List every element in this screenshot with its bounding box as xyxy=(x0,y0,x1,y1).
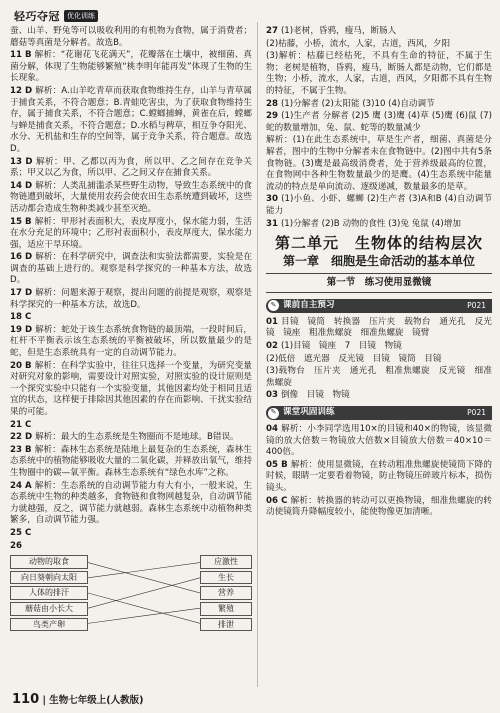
answer-item xyxy=(266,111,492,134)
answer-number: 20 B xyxy=(10,360,35,371)
answer-number: 25 C xyxy=(10,527,32,538)
answer-item xyxy=(10,361,252,419)
answer-text: (1)小鱼、小虾、螺蛳 (2)生产者 (3)A和B (4)自动调节能力 xyxy=(266,194,492,216)
answer-number: 05 B xyxy=(266,459,291,470)
answer-text: 倒像 目镜 物镜 xyxy=(280,390,350,401)
match-left-item: 向日葵朝向太阳 xyxy=(10,571,88,585)
section-bar-drill xyxy=(266,406,492,420)
match-right-item: 应激性 xyxy=(200,555,252,569)
answer-item xyxy=(266,460,492,495)
answer-number: 31 xyxy=(266,218,281,229)
pencil-icon: ✎ xyxy=(268,300,279,311)
left-column xyxy=(10,26,252,634)
answer-item xyxy=(266,366,492,389)
answer-number: 03 xyxy=(266,390,281,401)
answer-number: 18 C xyxy=(10,312,32,323)
answer-text: 解析：转换器的转动可以更换物镜，细准焦螺旋的转动使镜筒升降幅度较小，能使物像更加清晰。 xyxy=(266,495,492,518)
answer-text: 解析：(1)在此生态系统中，草是生产者，细菌、真菌是分解者，图中的生物中分解者未在食物链中。(2)图中共有5条食物链。(3)鹰是最高级消费者，处于营养级最高的位置，在食物网中各种生物数量最少的是鹰。(4)生态系统中能量流动的特点是单向流动、逐级递减，数量最多的是草。 xyxy=(266,135,492,192)
answer-text: (2)低倍 遮光器 反光镜 目镜 镜筒 目镜 xyxy=(266,353,442,364)
answer-item xyxy=(10,312,252,324)
answer-number: 16 D xyxy=(10,252,36,263)
answer-item xyxy=(10,86,252,156)
match-right-item: 营养 xyxy=(200,586,252,600)
match-lines xyxy=(88,555,200,631)
answer-number: 15 B xyxy=(10,216,35,227)
answer-item xyxy=(266,354,492,366)
answer-text: (3)载物台 压片夹 通光孔 粗准焦螺旋 反光镜 细准焦螺旋 xyxy=(266,366,492,388)
answer-text: 解析：森林生态系统是陆地上最复杂的生态系统，森林生态系统中的植物能够吸收大量的二氧化碳，并释放出氧气，维持生物圈中的碳—氧平衡。森林生态系统有“绿色水库”之称。 xyxy=(10,444,252,478)
answer-item xyxy=(266,341,492,353)
answer-number: 27 xyxy=(266,26,281,36)
answer-number: 02 xyxy=(266,341,281,352)
answer-text: 解析：“花谢花飞花满天”，花瓣落在土壤中，被细菌、真菌分解，体现了生物能够繁殖“桃李明年能再发”体现了生物的生长现象。 xyxy=(10,50,252,84)
answer-item xyxy=(266,424,492,459)
answer-item xyxy=(266,496,492,519)
answer-number: 13 D xyxy=(10,156,36,167)
answer-number: 17 D xyxy=(10,288,36,299)
answer-list-right xyxy=(266,26,492,230)
bar-label: 课堂巩固训练 xyxy=(283,407,335,418)
right-column xyxy=(266,26,492,520)
answer-number: 22 D xyxy=(10,432,36,443)
section-bar-preview xyxy=(266,299,492,313)
answer-text: 解析：小李同学选用10×的目镜和40×的物镜，该显微镜的放大倍数＝物镜放大倍数×目镜放大倍数＝40×10＝400倍。 xyxy=(266,424,493,458)
answer-number: 06 C xyxy=(266,495,291,506)
answer-number: 19 D xyxy=(10,324,36,335)
answer-number: 23 B xyxy=(10,444,35,455)
match-right-item: 繁殖 xyxy=(200,602,252,616)
answer-item xyxy=(10,481,252,527)
match-line xyxy=(88,608,200,623)
answer-item xyxy=(10,432,252,444)
match-line xyxy=(88,563,200,578)
answer-text: 解析：使用显微镜，在转动粗准焦螺旋使镜筒下降的时候，眼睛一定要看着物镜，防止物镜压碎玻片标本，损伤镜头。 xyxy=(266,459,492,493)
header-tag: 优化训练 xyxy=(64,10,98,22)
answer-text: 解析：甲形衬表面积大，表皮厚度小，保水能力弱，生活在水分充足的环境中；乙形衬表面积小，表皮厚度大，保水能力强，适应干旱环境。 xyxy=(10,216,252,250)
answer-text: 解析：蛇处于该生态系统食物链的最顶端，一段时间后，杠杆不平衡表示该生态系统的平衡被破坏，所以数量最少的是蛇，但是生态系统具有一定的自动调节能力。 xyxy=(10,324,252,359)
answer-number: 21 C xyxy=(10,419,32,430)
answer-item xyxy=(10,26,252,49)
answer-item xyxy=(10,528,252,540)
book-logo: 轻巧夺冠 xyxy=(14,10,60,23)
answer-text: (1)分解者 (2)太阳能 (3)10 (4)自动调节 xyxy=(280,98,435,109)
pencil-icon: ✎ xyxy=(268,408,279,419)
unit-title: 第二单元 生物体的结构层次 xyxy=(274,234,483,253)
answer-item xyxy=(10,50,252,85)
footer-text: 生物七年级上(人教版) xyxy=(49,695,144,706)
answer-item xyxy=(266,39,492,51)
answer-text: 蚕、山羊、野兔等可以吸收利用的有机物为食物，属于消费者；蘑菇等真菌是分解者。故选B。 xyxy=(10,26,252,48)
section-title: 第一节 练习使用显微镜 xyxy=(266,273,492,293)
match-right-item: 排泄 xyxy=(200,618,252,632)
preview-answers xyxy=(266,317,492,402)
answer-text: 解析：A.山羊吃青草而获取食物维持生存，山羊与青草属于捕食关系，不符合题意；B.青蛙吃害虫，为了获取食物维持生存，属于捕食关系，不符合题意；C.螳螂捕蝉，黄雀在后，螳螂与蝉是捕食关系，不符合题意；D.水稻与稗草，相互争夺阳光、水分、无机盐和生存的空间等，属于竞争关系，符合题意。故选D。 xyxy=(10,85,252,154)
answer-list-left xyxy=(10,26,252,552)
answer-number: 11 B xyxy=(10,50,35,61)
match-line xyxy=(88,563,200,593)
match-right-item: 生长 xyxy=(200,571,252,585)
answer-text: 解析：最大的生态系统是生物圈而不是地球。B错误。 xyxy=(35,432,239,443)
match-left-item: 鸟类产卵 xyxy=(10,618,88,632)
page-header xyxy=(14,6,98,26)
answer-number: 26 xyxy=(10,540,22,551)
answer-text: 解析：在科学研究中，调查法和实验法都需要，实验是在调查的基础上进行的。观察是科学探究的一种基本方法，故选D。 xyxy=(10,252,252,286)
footer-sep: | xyxy=(42,695,50,706)
answer-number: 28 xyxy=(266,98,281,109)
bar-page-ref: P021 xyxy=(467,408,486,418)
answer-item xyxy=(10,445,252,480)
match-line xyxy=(88,593,200,623)
bar-label: 课前自主预习 xyxy=(283,300,335,311)
match-line xyxy=(88,578,200,608)
answer-item xyxy=(10,541,252,553)
answer-item xyxy=(10,217,252,252)
answer-text: 解析：在科学实验中，往往只选择一个变量，为研究变量对研究对象的影响，需要设计对照实验，对照实验的设计原则是一个探究实验中只能有一个实验变量，其他因素均处于相同且适宜的状态，这样便于排除因其他因素的存在而影响、干扰实验结果的可能。 xyxy=(10,360,252,417)
answer-item xyxy=(10,288,252,311)
chapter-title: 第一章 细胞是生命活动的基本单位 xyxy=(282,253,475,268)
drill-answers xyxy=(266,424,492,519)
answer-item xyxy=(266,135,492,193)
answer-number: 29 xyxy=(266,111,282,122)
answer-item xyxy=(266,99,492,111)
page-number: 110 xyxy=(12,692,40,707)
column-divider xyxy=(257,22,258,687)
answer-item xyxy=(266,219,492,231)
matching-diagram xyxy=(10,555,252,631)
answer-text: (1)目镜 镜座 7 目镜 物镜 xyxy=(280,341,402,352)
answer-text: (1)生产者 分解者 (2)5 鹰 (3)鹰 (4)草 (5)鹰 (6)鼠 (7)蛇的数量增加，兔、鼠、蛇等的数量减少 xyxy=(266,111,492,133)
answer-number: 12 D xyxy=(10,85,36,96)
answer-item xyxy=(10,157,252,180)
answer-text: 目镜 镜筒 转换器 压片夹 载物台 通光孔 反光镜 镜座 粗准焦螺旋 细准焦螺旋 镜臂 xyxy=(266,316,492,339)
answer-number: 04 xyxy=(266,424,282,435)
answer-text: (1)老树，昏鸦，瘦马，断肠人 xyxy=(280,26,397,36)
answer-text: 解析：生态系统的自动调节能力有大有小，一般来说，生态系统中生物的种类越多，食物链和食物网越复杂，自动调节能力就越强，反之，调节能力就越弱。森林生态系统中动植物种类繁多，自动调节能力强。 xyxy=(10,480,252,526)
answer-number: 24 A xyxy=(10,480,35,491)
answer-text: 解析：问题来源于观察，提出问题的前提是观察，观察是科学探究的一种基本方法，故选D。 xyxy=(10,288,252,310)
answer-number: 30 xyxy=(266,194,282,205)
answer-item xyxy=(266,26,492,38)
bar-page-ref: P021 xyxy=(467,301,486,311)
answer-item xyxy=(266,51,492,97)
match-left-item: 蘑菇由小长大 xyxy=(10,602,88,616)
answer-text: 解析：甲、乙都以丙为食，所以甲、乙之间存在竞争关系；甲又以乙为食，所以甲、乙之间又存在捕食关系。 xyxy=(10,156,252,179)
answer-text: (3)解析：枯藤已经枯死，不具有生命的特征，不属于生物；老树是植物，昏鸦，瘦马，断肠人都是动物，它们都是生物；小桥，流水，人家，古道，西风，夕阳都不具有生物的特征，不属于生物。 xyxy=(266,51,492,96)
answer-number: 14 D xyxy=(10,180,36,191)
answer-item xyxy=(10,420,252,432)
answer-item xyxy=(266,194,492,217)
answer-item xyxy=(266,390,492,402)
match-left-item: 人体的排汗 xyxy=(10,586,88,600)
answer-item xyxy=(10,181,252,216)
answer-item xyxy=(10,252,252,287)
page-footer xyxy=(12,692,143,707)
answer-number: 01 xyxy=(266,316,282,327)
answer-text: 解析：人类乱捕滥杀某些野生动物，导致生态系统中的食物链遭到破坏，大量使用农药会使农田生态系统遭到破坏，这些活动都会造成生物种类减少甚至灭绝。 xyxy=(10,180,252,214)
answer-text: (1)分解者 (2)B 动物的食性 (3)兔 兔鼠 (4)增加 xyxy=(280,218,461,229)
match-left-item: 动物的取食 xyxy=(10,555,88,569)
answer-text: (2)枯藤，小桥，流水，人家，古道，西风，夕阳 xyxy=(266,38,451,49)
answer-item xyxy=(266,317,492,340)
answer-item xyxy=(10,325,252,360)
